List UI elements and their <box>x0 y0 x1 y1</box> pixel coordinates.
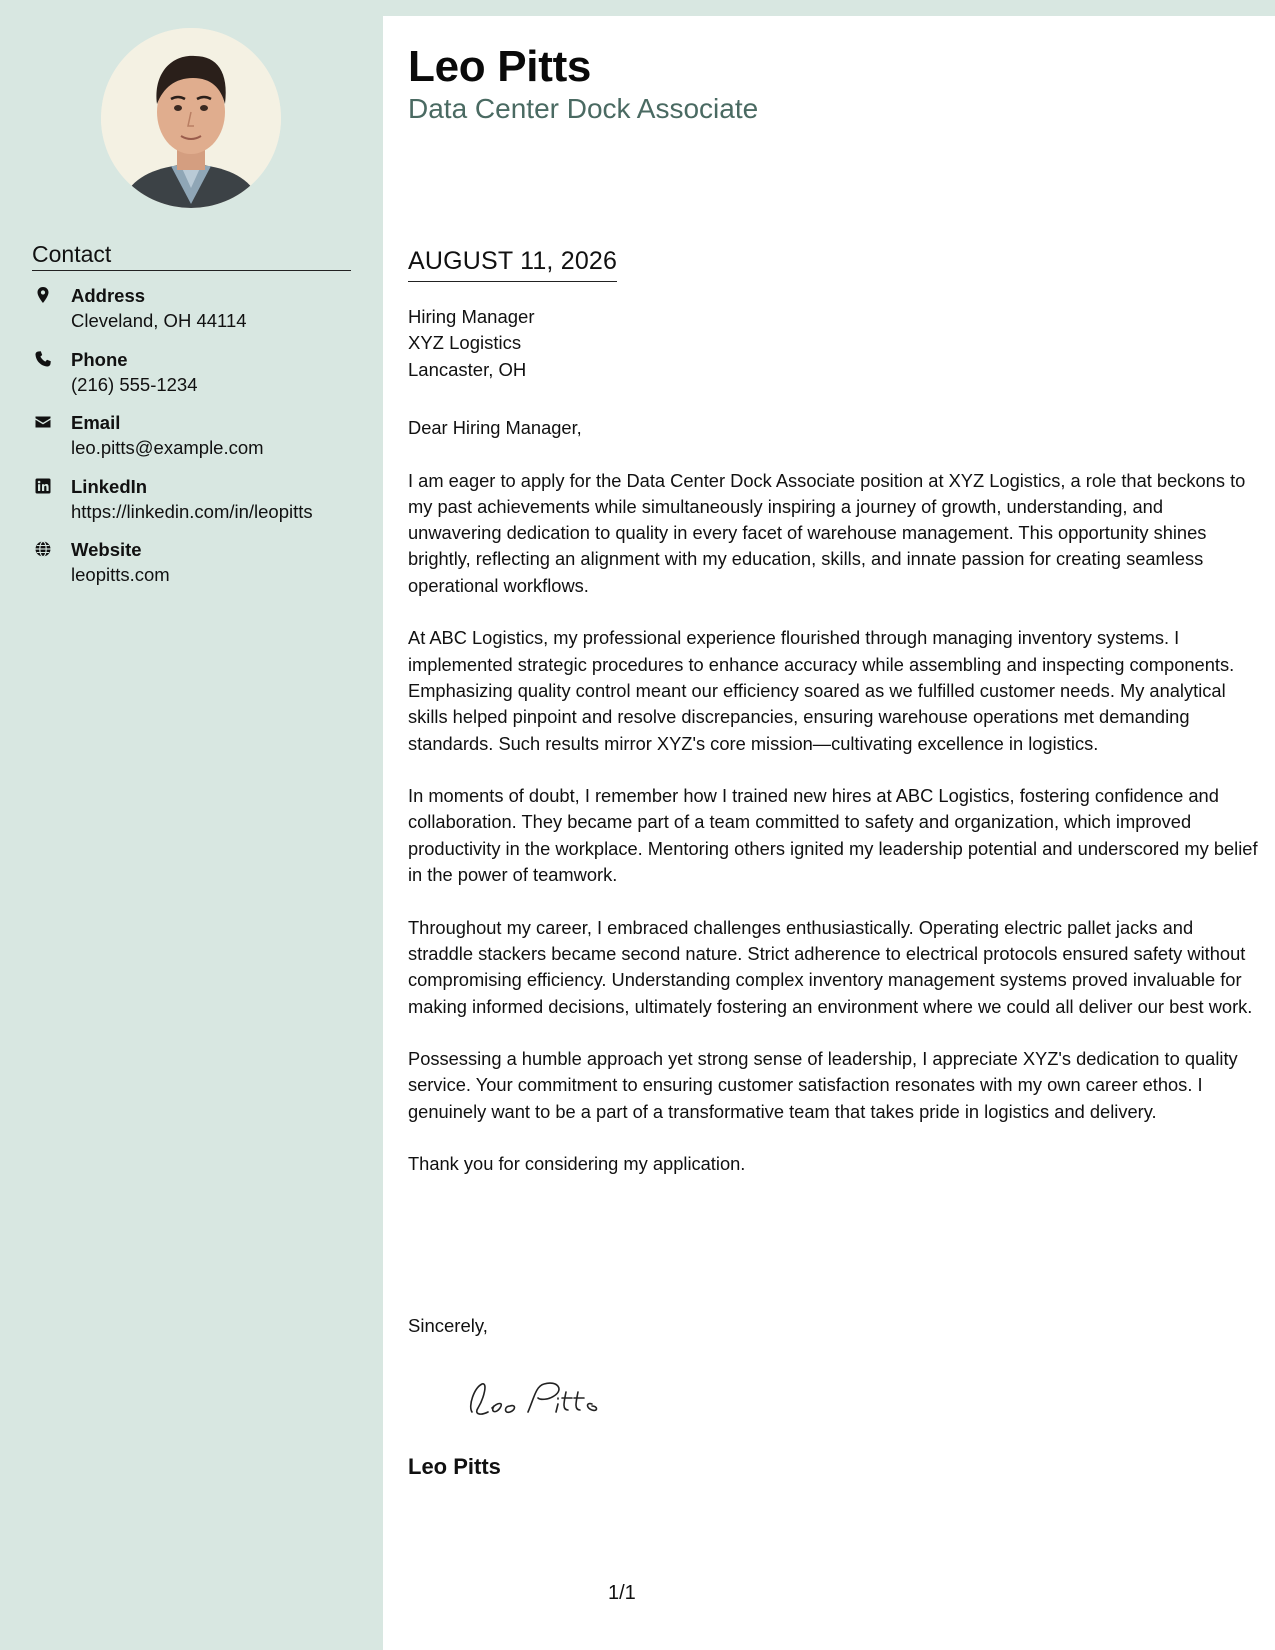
recipient-line: Hiring Manager <box>408 306 535 327</box>
phone-value: (216) 555-1234 <box>71 373 198 395</box>
contact-item-phone <box>32 348 362 412</box>
contact-label: LinkedIn <box>71 475 148 497</box>
globe-icon <box>34 540 52 558</box>
closing: Sincerely, <box>408 1315 488 1336</box>
letter-date: AUGUST 11, 2026 <box>408 245 617 282</box>
body-paragraph: Thank you for considering my application. <box>408 1153 746 1175</box>
contact-list <box>32 284 362 602</box>
envelope-icon <box>34 413 52 431</box>
sidebar <box>0 0 383 1650</box>
address-value: Cleveland, OH 44114 <box>71 310 247 331</box>
profile-photo <box>101 28 281 208</box>
contact-label: Website <box>71 539 142 560</box>
body-paragraph: In moments of doubt, I remember how I trained new hires at ABC Logistics, fostering confidence and collaboration. They became part of a team committed to safety and organization, which improved productivity in the workplace. Mentoring others ignited my leadership potential and underscored my belief in the power of teamwork. <box>408 785 1258 886</box>
job-title: Data Center Dock Associate <box>408 93 759 124</box>
linkedin-value[interactable]: https://linkedin.com/in/leopitts <box>71 500 313 522</box>
body-paragraph: At ABC Logistics, my professional experience flourished through managing inventory systems. I implemented strategic procedures to enhance accuracy while assembling and inspecting components. Emphasizing quality control meant our efficiency soared as we fulfilled customer needs. My analytical skills helped pinpoint and resolve discrepancies, ensuring warehouse operations met demanding standards. Such results mirror XYZ's core mission—cultivating excellence in logistics. <box>408 627 1235 754</box>
email-value[interactable]: leo.pitts@example.com <box>71 437 264 458</box>
body-paragraph: I am eager to apply for the Data Center Dock Associate position at XYZ Logistics, a role that beckons to my past achievements while simultaneously inspiring a journey of growth, understanding, and unwavering dedication to quality in every facet of warehouse management. This opportunity shines brightly, reflecting an alignment with my education, skills, and innate passion for creating seamless operational workflows. <box>408 469 1246 596</box>
applicant-name: Leo Pitts <box>408 42 592 91</box>
salutation: Dear Hiring Manager, <box>408 417 582 438</box>
signed-name: Leo Pitts <box>408 1454 501 1479</box>
contact-heading: Contact <box>32 240 351 271</box>
contact-item-website <box>32 538 362 602</box>
handwritten-signature <box>458 1368 658 1428</box>
recipient-line: Lancaster, OH <box>408 358 527 380</box>
recipient-line: XYZ Logistics <box>408 332 522 354</box>
location-pin-icon <box>34 286 52 304</box>
linkedin-icon <box>34 477 52 495</box>
page-number: 1/1 <box>608 1582 636 1604</box>
contact-item-address <box>32 284 362 348</box>
body-paragraph: Throughout my career, I embraced challenges enthusiastically. Operating electric pallet jacks and straddle stackers became second nature. Strict adherence to electrical protocols ensured safety without compromising efficiency. Understanding complex inventory management systems proved invaluable for making informed decisions, ultimately fostering an environment where we could all deliver our best work. <box>408 916 1253 1017</box>
recipient-block <box>408 304 534 383</box>
body-paragraph: Possessing a humble approach yet strong sense of leadership, I appreciate XYZ's dedication to quality service. Your commitment to ensuring customer satisfaction resonates with my own career ethos. I genuinely want to be a part of a transformative team that takes pride in logistics and delivery. <box>408 1048 1238 1122</box>
contact-item-email <box>32 411 362 475</box>
contact-item-linkedin <box>32 475 362 539</box>
contact-label: Address <box>71 285 146 306</box>
phone-icon <box>34 350 52 368</box>
letter-body <box>408 415 1258 1204</box>
letter-main <box>383 16 1275 1650</box>
contact-label: Phone <box>71 348 128 370</box>
website-value[interactable]: leopitts.com <box>71 564 170 585</box>
contact-label: Email <box>71 412 121 433</box>
